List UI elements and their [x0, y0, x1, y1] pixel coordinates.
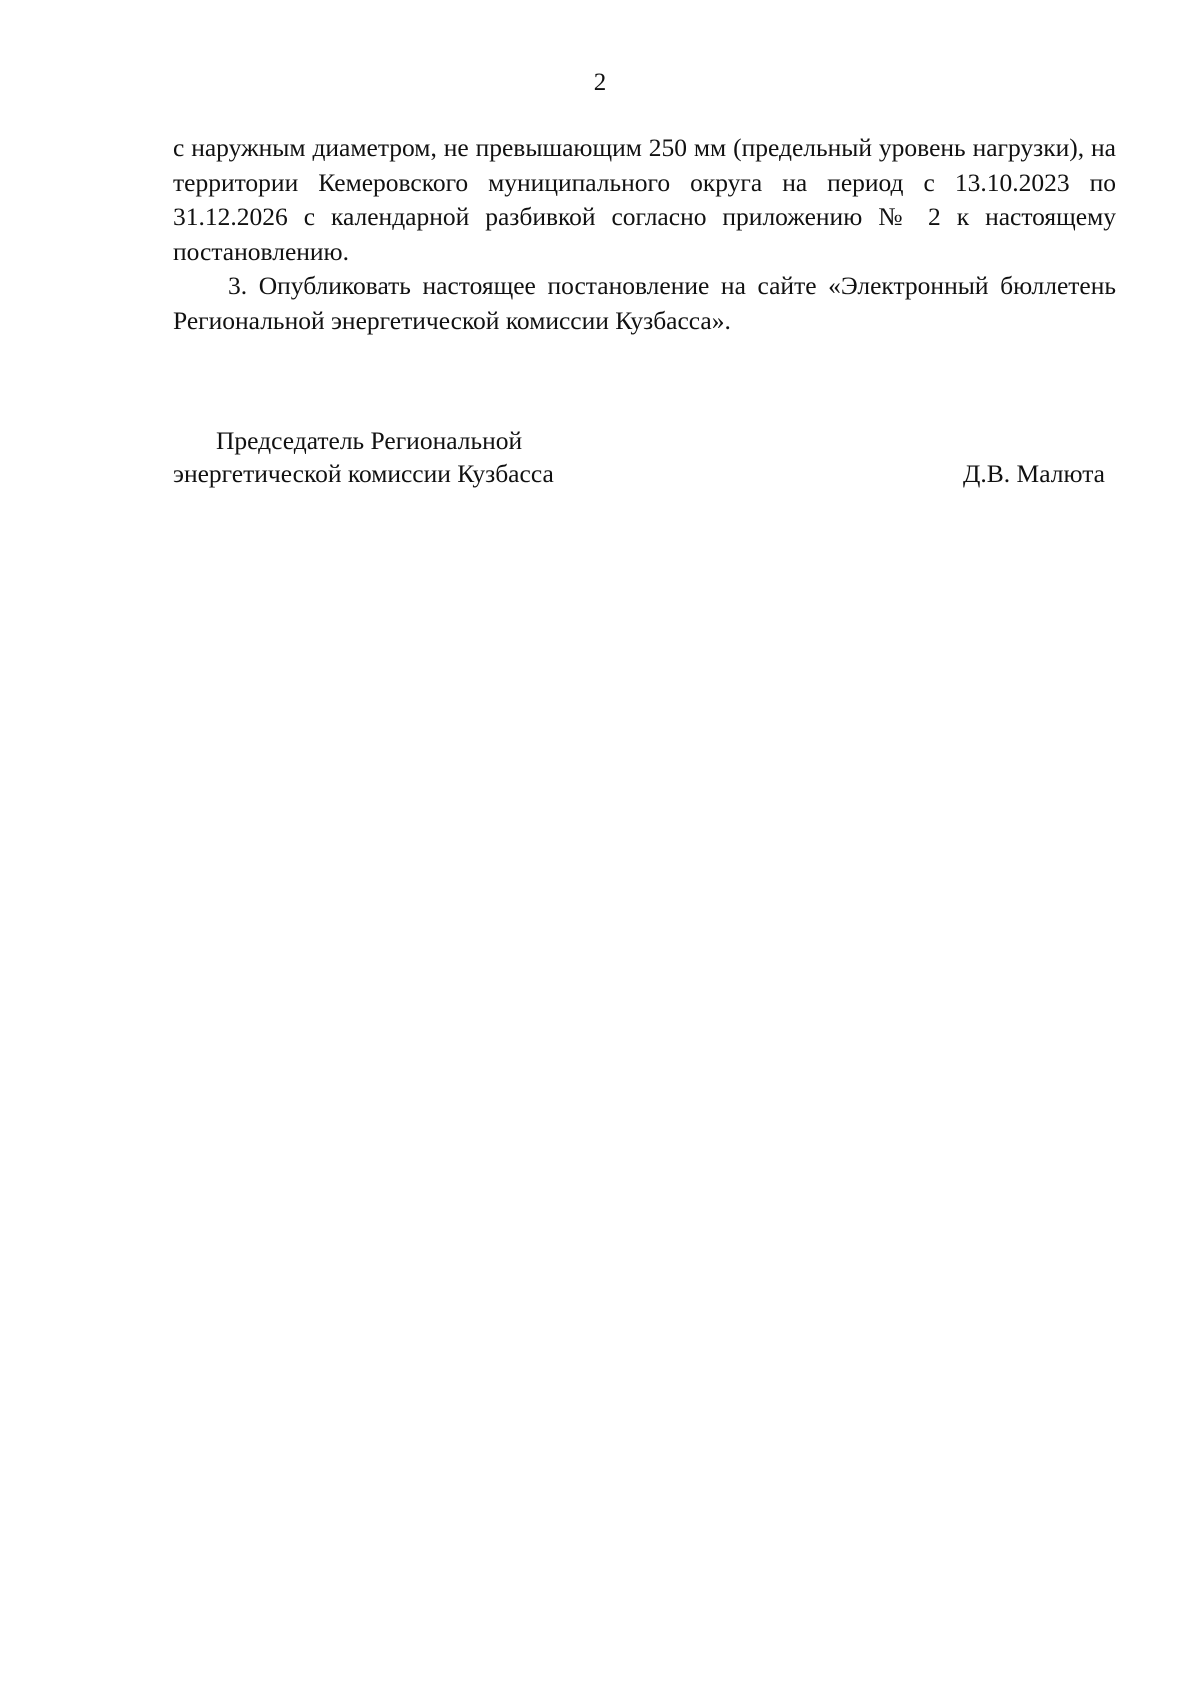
page-number: 2 — [593, 69, 607, 96]
paragraph-item-3: 3. Опубликовать настоящее постановление на сайте «Электронный бюллетень Региональной энергетической комиссии Кузбасса». — [173, 271, 1116, 335]
signatory-position-line1: Председатель Региональной — [216, 426, 523, 455]
paragraph-continuation: с наружным диаметром, не превышающим 250 мм (предельный уровень нагрузки), на территории Кемеровского муниципального округа на период с 13.10.2023 по 31.12.2026 с календарной разбивкой согласно приложению № 2 к настоящему постановлению. — [173, 133, 1116, 266]
signatory-name: Д.В. Малюта — [963, 459, 1105, 488]
document-body — [173, 131, 1116, 338]
signatory-position-line2: энергетической комиссии Кузбасса — [173, 459, 554, 488]
signature-row — [173, 457, 1105, 490]
signature-block — [173, 424, 1105, 490]
